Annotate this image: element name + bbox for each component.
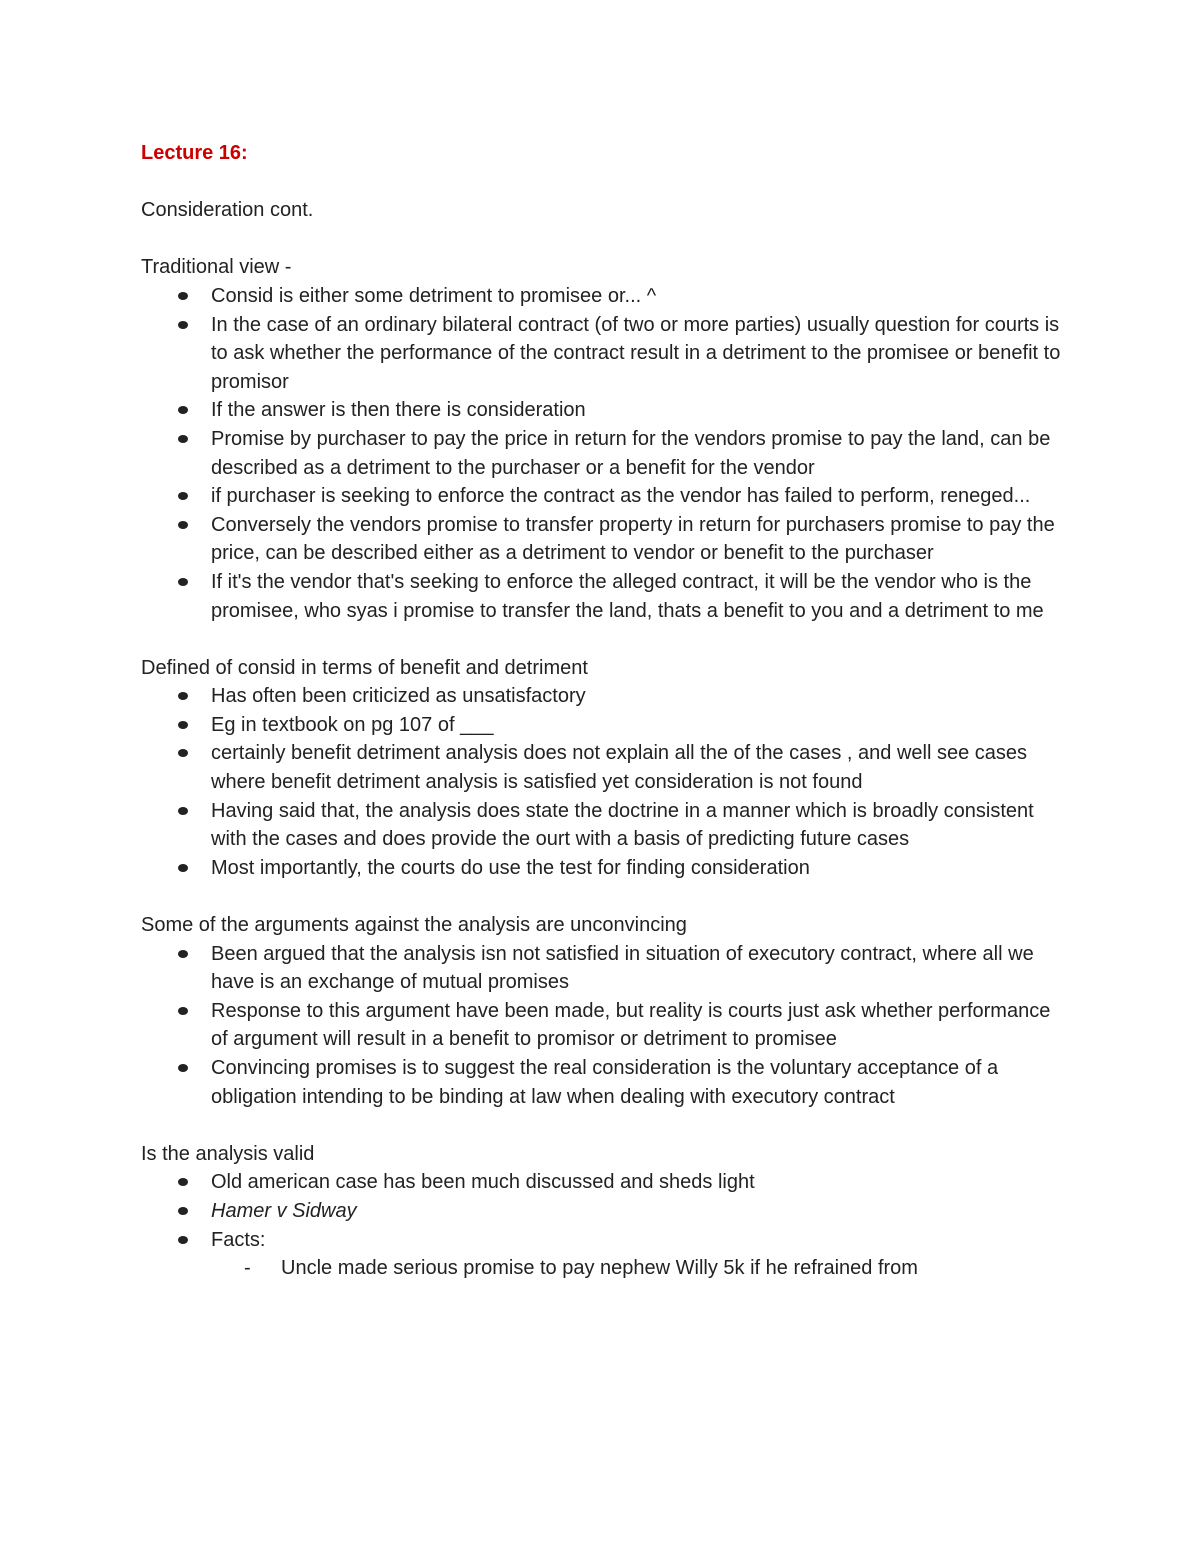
lecture-title: Lecture 16: xyxy=(141,142,248,164)
bullet-list xyxy=(141,282,1061,625)
list-item: If it's the vendor that's seeking to enforce the alleged contract, it will be the vendor who is the promisee, who syas i promise to transfer the land, thats a benefit to you and a detriment to me xyxy=(141,568,1061,625)
case-name-item: Hamer v Sidway xyxy=(141,1197,1061,1226)
list-item: Conversely the vendors promise to transfer property in return for purchasers promise to pay the price, can be described either as a detriment to vendor or benefit to the purchaser xyxy=(141,511,1061,568)
list-item: if purchaser is seeking to enforce the contract as the vendor has failed to perform, reneged... xyxy=(141,482,1061,511)
topic-subtitle: Consideration cont. xyxy=(141,199,314,222)
list-item: Been argued that the analysis isn not satisfied in situation of executory contract, where all we have is an exchange of mutual promises xyxy=(141,940,1061,997)
section-heading: Some of the arguments against the analysis are unconvincing xyxy=(141,914,687,937)
section-heading: Defined of consid in terms of benefit and detriment xyxy=(141,656,588,679)
bullet-list xyxy=(141,682,1061,882)
bullet-list xyxy=(141,940,1061,1112)
blank-line xyxy=(141,225,1061,254)
list-item: In the case of an ordinary bilateral contract (of two or more parties) usually question for courts is to ask whether the performance of the contract result in a detriment to the promisee or benefit to promisor xyxy=(141,311,1061,397)
sub-list-item: - Uncle made serious promise to pay nephew Willy 5k if he refrained from xyxy=(141,1254,1061,1283)
sub-list xyxy=(141,1254,1061,1283)
blank-line xyxy=(141,168,1061,197)
blank-line xyxy=(141,1111,1061,1140)
document-body xyxy=(141,139,1061,1283)
blank-line xyxy=(141,625,1061,654)
list-item: Response to this argument have been made, but reality is courts just ask whether performance of argument will result in a benefit to promisor or detriment to promisee xyxy=(141,997,1061,1054)
list-item: Has often been criticized as unsatisfactory xyxy=(141,682,1061,711)
list-item: Facts: xyxy=(141,1226,1061,1255)
list-item: Most importantly, the courts do use the test for finding consideration xyxy=(141,854,1061,883)
bullet-list xyxy=(141,1168,1061,1254)
section-heading: Is the analysis valid xyxy=(141,1142,315,1165)
list-item: If the answer is then there is consideration xyxy=(141,396,1061,425)
section-heading: Traditional view - xyxy=(141,256,292,279)
list-item: Convincing promises is to suggest the real consideration is the voluntary acceptance of a obligation intending to be binding at law when dealing with executory contract xyxy=(141,1054,1061,1111)
list-item: Eg in textbook on pg 107 of ___ xyxy=(141,711,1061,740)
list-item: certainly benefit detriment analysis does not explain all the of the cases , and well see cases where benefit detriment analysis is satisfied yet consideration is not found xyxy=(141,739,1061,796)
list-item: Having said that, the analysis does state the doctrine in a manner which is broadly consistent with the cases and does provide the ourt with a basis of predicting future cases xyxy=(141,797,1061,854)
blank-line xyxy=(141,882,1061,911)
list-item: Promise by purchaser to pay the price in return for the vendors promise to pay the land, can be described as a detriment to the purchaser or a benefit for the vendor xyxy=(141,425,1061,482)
list-item: Consid is either some detriment to promisee or... ^ xyxy=(141,282,1061,311)
list-item: Old american case has been much discussed and sheds light xyxy=(141,1168,1061,1197)
